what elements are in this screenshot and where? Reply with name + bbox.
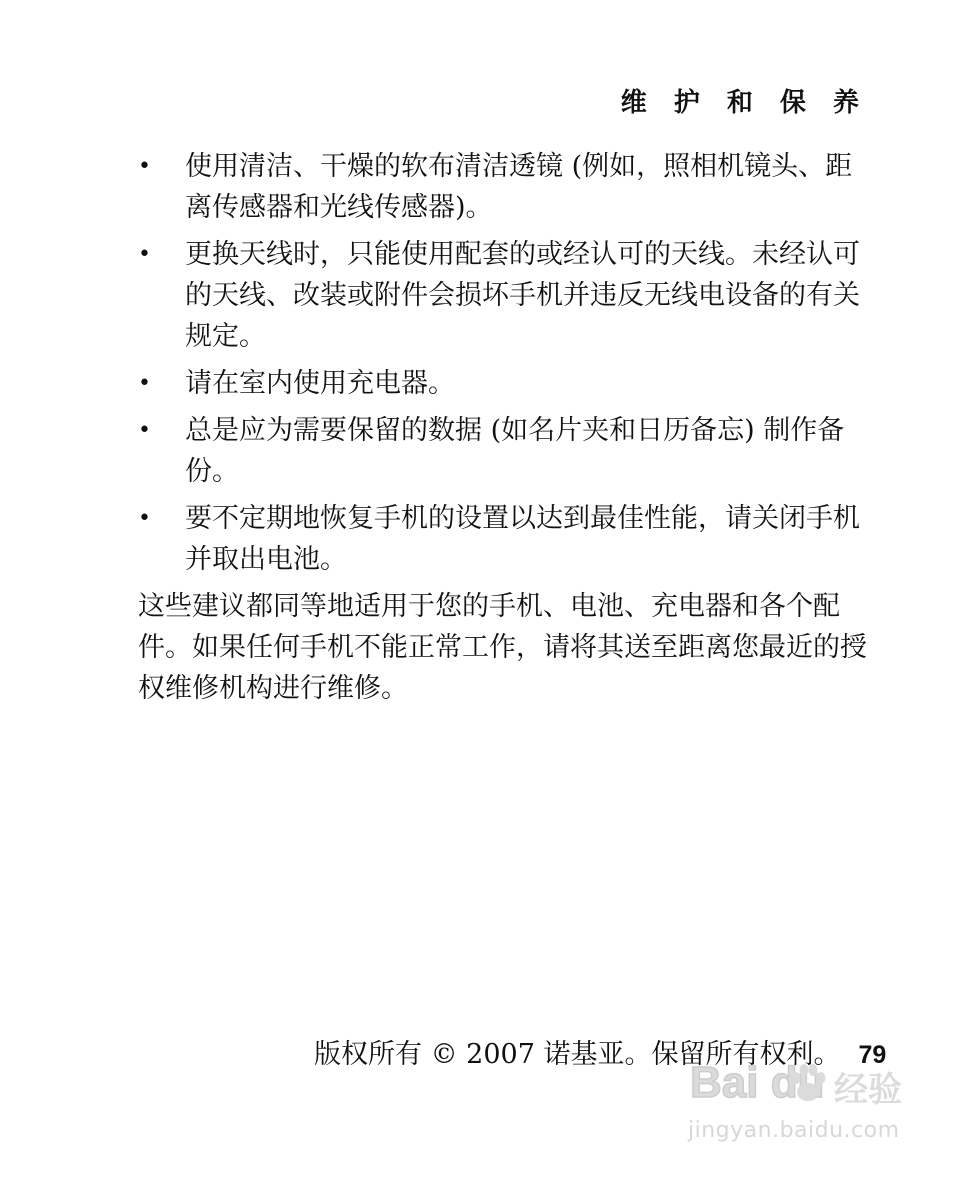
page-content (138, 146, 872, 709)
bullet-item-charger-indoors (138, 363, 872, 404)
bullet-marker: • (138, 371, 151, 396)
watermark-brand-text: Bai du (690, 1058, 825, 1107)
page-number: 79 (858, 1041, 887, 1069)
bullet-item-reset (138, 498, 872, 580)
summary-paragraph: 这些建议都同等地适用于您的手机、电池、充电器和各个配件。如果任何手机不能正常工作，请将其送至距离您最近的授权维修机构进行维修。 (138, 591, 867, 704)
bullet-item-clean-lens (138, 146, 872, 228)
bullet-text: 更换天线时，只能使用配套的或经认可的天线。未经认可的天线、改装或附件会损坏手机并违反无线电设备的有关规定。 (185, 239, 860, 352)
baidu-jingyan-watermark (688, 1058, 918, 1158)
bullet-text: 总是应为需要保留的数据 (如名片夹和日历备忘) 制作备份。 (185, 415, 845, 487)
bullet-text: 要不定期地恢复手机的设置以达到最佳性能，请关闭手机并取出电池。 (185, 503, 860, 575)
bullet-marker: • (138, 418, 151, 443)
bullet-marker: • (138, 154, 151, 179)
copyright-notice: 版权所有 © 2007 诺基亚。保留所有权利。 (314, 1039, 841, 1070)
bullet-text: 请在室内使用充电器。 (185, 368, 455, 399)
paw-logo-icon (784, 1060, 832, 1108)
watermark-url: jingyan.baidu.com (688, 1118, 900, 1143)
section-title: 维 护 和 保 养 (620, 88, 868, 118)
bullet-list (138, 146, 872, 580)
bullet-text: 使用清洁、干燥的软布清洁透镜 (例如，照相机镜头、距离传感器和光线传感器)。 (185, 151, 853, 223)
bullet-item-antenna (138, 234, 872, 357)
bullet-item-backup (138, 410, 872, 492)
watermark-jingyan-text: 经验 (834, 1070, 902, 1110)
bullet-marker: • (138, 242, 151, 267)
bullet-marker: • (138, 506, 151, 531)
